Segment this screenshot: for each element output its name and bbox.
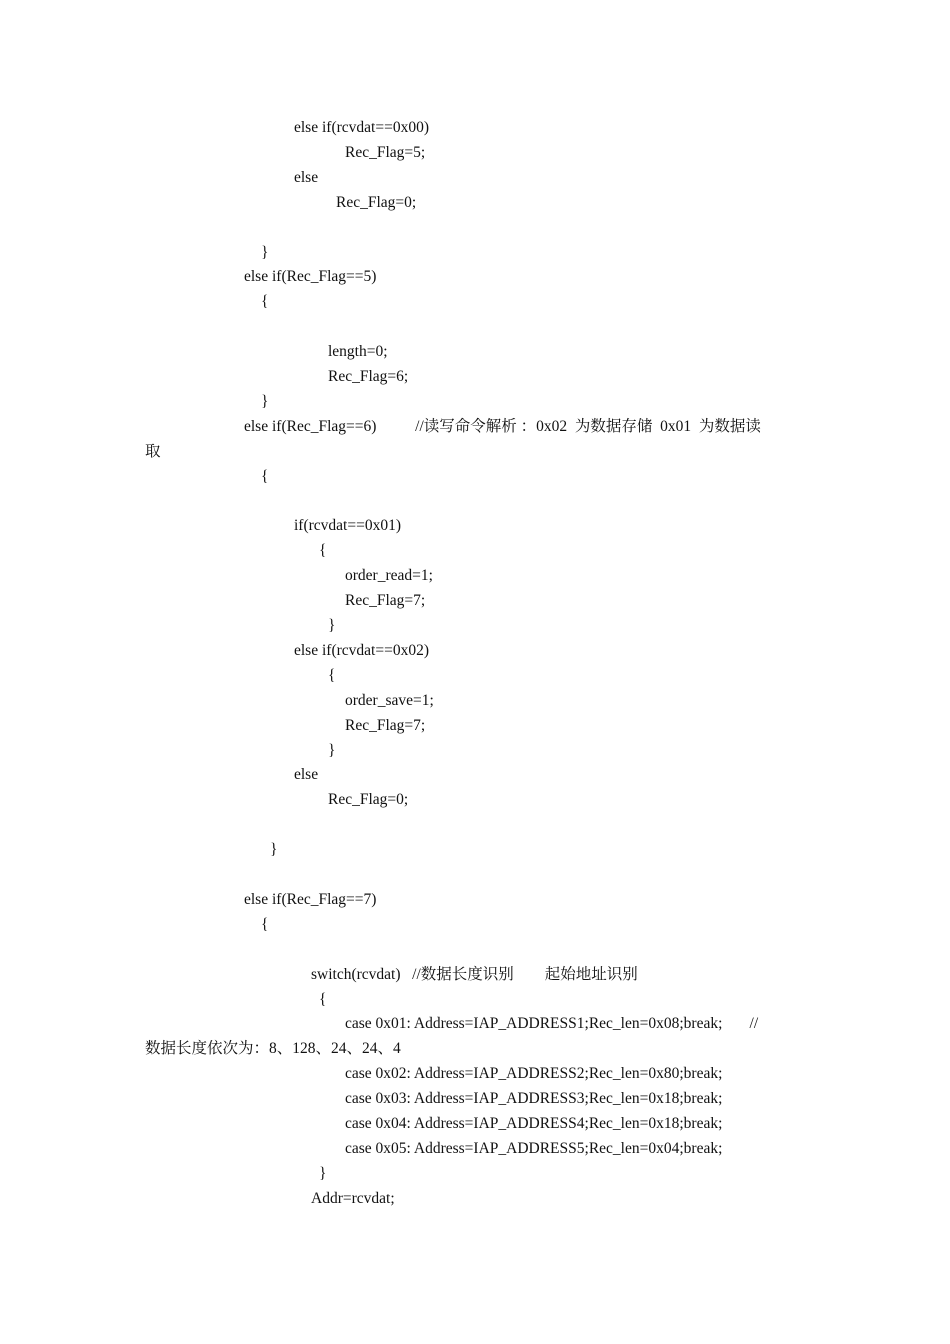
code-line: case 0x01: Address=IAP_ADDRESS1;Rec_len=0x08;break; //	[345, 1015, 759, 1033]
code-line: }	[319, 1164, 327, 1182]
code-line: Addr=rcvdat;	[311, 1189, 395, 1207]
code-line: {	[261, 293, 269, 311]
code-line: case 0x03: Address=IAP_ADDRESS3;Rec_len=0x18;break;	[345, 1090, 723, 1108]
code-line: }	[328, 741, 336, 759]
code-line: {	[319, 542, 327, 560]
code-line: {	[319, 990, 327, 1008]
code-line: else if(Rec_Flag==6) //读写命令解析 ：0x02 为数据存储 0x01 为数据读	[244, 417, 761, 435]
code-line: Rec_Flag=5;	[345, 143, 426, 161]
code-line: }	[261, 392, 269, 410]
code-line: }	[328, 617, 336, 634]
code-line: Rec_Flag=0;	[328, 791, 409, 809]
code-line: Rec_Flag=0;	[336, 193, 417, 211]
code-line: case 0x05: Address=IAP_ADDRESS5;Rec_len=0x04;break;	[345, 1139, 723, 1157]
code-line: else if(Rec_Flag==5)	[244, 268, 377, 286]
code-line: {	[261, 915, 269, 933]
code-line: if(rcvdat==0x01)	[294, 517, 402, 535]
code-line: {	[328, 666, 336, 684]
code-line: case 0x02: Address=IAP_ADDRESS2;Rec_len=0x80;break;	[345, 1065, 723, 1083]
code-line: }	[261, 243, 269, 261]
code-line: Rec_Flag=7;	[345, 592, 426, 610]
code-line: else if(rcvdat==0x02)	[294, 641, 429, 659]
code-line: length=0;	[328, 343, 388, 361]
code-line: else	[294, 168, 319, 186]
code-line: order_read=1;	[345, 567, 433, 585]
code-line: else	[294, 766, 319, 784]
code-line: Rec_Flag=6;	[328, 368, 409, 385]
code-line: order_save=1;	[345, 691, 434, 709]
code-line: {	[261, 467, 269, 485]
code-line: Rec_Flag=7;	[345, 716, 426, 734]
code-line: case 0x04: Address=IAP_ADDRESS4;Rec_len=0x18;break;	[345, 1115, 723, 1132]
code-line: switch(rcvdat) //数据长度识别 起始地址识别	[311, 965, 638, 983]
code-line: else if(Rec_Flag==7)	[244, 890, 377, 908]
code-line: 数据长度依次为：8、128、24、24、4	[145, 1040, 401, 1058]
code-line: else if(rcvdat==0x00)	[294, 119, 429, 136]
code-line: 取	[145, 442, 161, 460]
code-line: }	[270, 841, 278, 859]
